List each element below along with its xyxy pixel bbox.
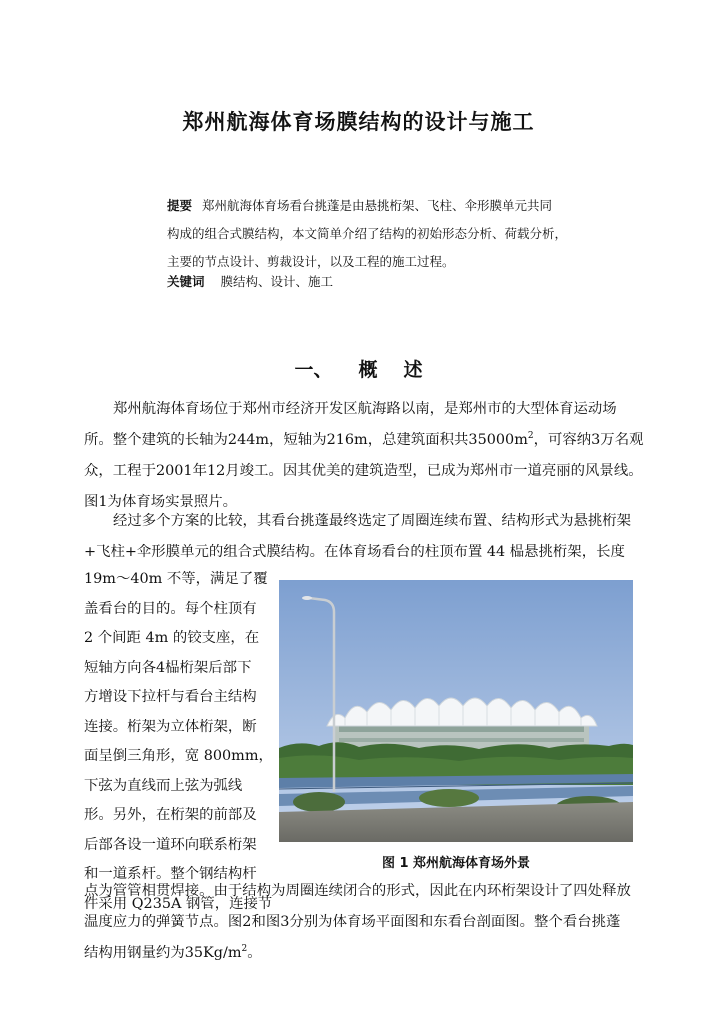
text-line: 后部各设一道环向联系桁架 [84, 836, 257, 853]
text-line: 点为管管相贯焊接。由于结构为周圈连续闭合的形式，因此在内环桁架设计了四处释放 [84, 883, 631, 899]
stadium-photo [279, 580, 633, 842]
text-line: 郑州航海体育场位于郑州市经济开发区航海路以南，是郑州市的大型体育运动场 [113, 401, 617, 417]
text-line [84, 425, 644, 456]
abstract-text: 郑州航海体育场看台挑蓬是由悬挑桁架、飞柱、伞形膜单元共同 [202, 198, 553, 213]
text-line: +飞柱+伞形膜单元的组合式膜结构。在体育场看台的柱顶布置 44 榀悬挑桁架，长度 [84, 544, 625, 560]
text-line: 2 个间距 4m 的铰支座，在 [84, 630, 260, 646]
abstract-line: 主要的节点设计、剪裁设计，以及工程的施工过程。 [167, 254, 455, 269]
keywords-label: 关键词 [167, 274, 205, 289]
paragraph-structure [84, 506, 636, 568]
superscript: 2 [241, 944, 248, 954]
text-line: 经过多个方案的比较，其看台挑蓬最终选定了周圈连续布置、结构形式为悬挑桁架 [113, 513, 632, 529]
text-line: 众，工程于2001年12月竣工。因其优美的建筑造型，已成为郑州市一道亮丽的风景线。 [84, 463, 643, 479]
paragraph-overview [84, 394, 644, 518]
keywords [167, 272, 333, 290]
text-line: 图1为体育场实景照片。 [84, 494, 238, 510]
abstract-line [167, 192, 567, 220]
text-line: 件采用 Q235A 钢管，连接节 [84, 895, 273, 912]
paper-title: 郑州航海体育场膜结构的设计与施工 [182, 110, 535, 134]
wrapped-text-column [84, 565, 274, 919]
section-heading [0, 355, 717, 382]
abstract-label: 提要 [167, 198, 193, 213]
text-line: 19m～40m 不等，满足了覆 [84, 571, 268, 587]
text-line [84, 938, 636, 969]
text-line: 和一道系杆。整个钢结构杆 [84, 866, 257, 882]
text-line: 面呈倒三角形，宽 800mm， [84, 748, 273, 764]
section-title-char: 概 [358, 359, 378, 381]
text-span: ，可容纳3万名观 [533, 432, 644, 448]
abstract [167, 192, 567, 276]
section-title-char: 述 [403, 359, 423, 381]
superscript: 2 [527, 431, 534, 441]
text-span: 结构用钢量约为35Kg/m [84, 945, 242, 961]
text-line: 形。另外，在桁架的前部及 [84, 807, 257, 823]
text-line: 短轴方向各4榀桁架后部下 [84, 659, 252, 676]
text-line: 连接。桁架为立体桁架，断 [84, 718, 257, 735]
text-span: 所。整个建筑的长轴为244m，短轴为216m，总建筑面积共35000m [84, 432, 528, 448]
keywords-text: 膜结构、设计、施工 [220, 274, 334, 289]
text-line: 方增设下拉杆与看台主结构 [84, 689, 257, 705]
section-number: 一、 [294, 359, 333, 381]
figure-caption: 图 1 郑州航海体育场外景 [381, 856, 531, 871]
text-span: 。 [247, 945, 262, 961]
text-line: 盖看台的目的。每个柱顶有 [84, 600, 257, 617]
text-line: 下弦为直线而上弦为弧线 [84, 777, 243, 794]
paragraph-continuation [84, 876, 636, 969]
text-line: 温度应力的弹簧节点。图2和图3分别为体育场平面图和东看台剖面图。整个看台挑蓬 [84, 914, 621, 930]
abstract-line: 构成的组合式膜结构，本文简单介绍了结构的初始形态分析、荷载分析， [167, 226, 568, 241]
